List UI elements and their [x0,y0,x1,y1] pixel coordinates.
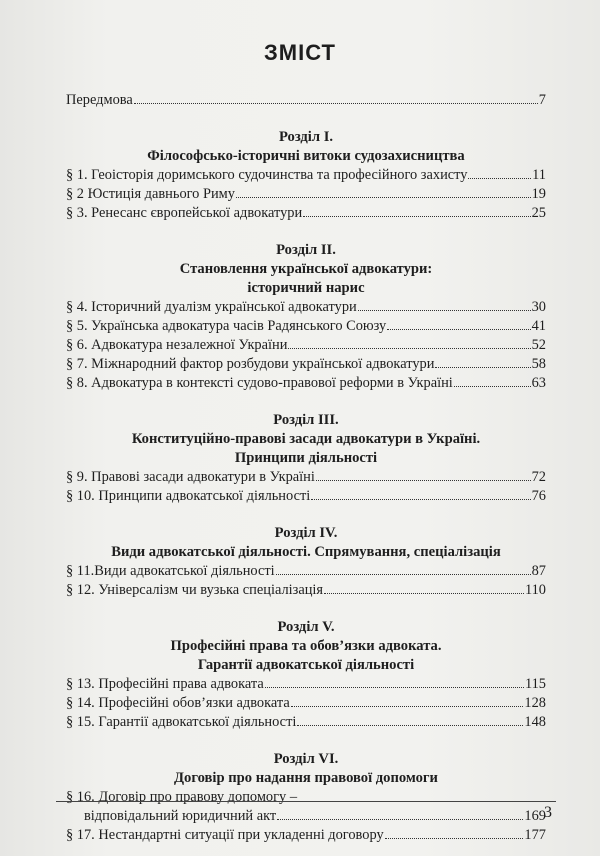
toc-entry-text: § 14. Професійні обов’язки адвоката [66,695,290,711]
section-title: Конституційно-правові засади адвокатури в Україні. [131,431,481,447]
dot-leader [311,495,530,500]
section-number: Розділ V. [277,619,335,635]
dot-leader [291,702,524,707]
toc-entry-text: § 16. Договір про правову допомогу – [66,789,298,805]
toc-entry-page: 110 [524,582,546,598]
section-number: Розділ ІV. [274,525,338,541]
toc-entry-page: 25 [531,205,546,221]
toc-entry-text: § 7. Міжнародний фактор розбудови української адвокатури [66,356,435,372]
dot-leader [236,193,531,198]
dot-leader [387,325,530,330]
page-number: 3 [544,804,552,821]
section-number: Розділ І. [278,129,334,145]
section-title: Професійні права та обов’язки адвоката. [170,638,442,654]
dot-leader [265,683,524,688]
toc-entry-text: § 17. Нестандартні ситуації при укладенні договору [66,827,384,843]
toc-entry [66,788,546,807]
toc-entry [66,826,546,845]
toc-entry [66,675,546,694]
section-title: Види адвокатської діяльності. Спрямування, спеціалізація [111,544,501,560]
section-gap [66,223,546,241]
toc-entry [66,468,546,487]
toc-entry-page: 41 [531,318,546,334]
section-title: Філософсько-історичні витоки судозахисництва [147,148,465,164]
toc-entry [66,374,546,393]
section-title: Договір про надання правової допомоги [174,770,438,786]
toc-entry-page: 76 [531,488,546,504]
toc-entry-text: § 8. Адвокатура в контексті судово-правової реформи в Україні [66,375,453,391]
toc-entry-text: § 1. Геоісторія доримського судочинства та професійного захисту [66,167,468,183]
toc-entry-text: § 2 Юстиція давнього Риму [66,186,235,202]
toc-entry-text: § 12. Універсалізм чи вузька спеціалізація [66,582,324,598]
section-number: Розділ VІ. [273,751,339,767]
section-gap [66,506,546,524]
toc-entry-text: § 6. Адвокатура незалежної України [66,337,288,353]
toc-entry-page: 177 [524,827,546,843]
dot-leader [277,815,523,820]
section-gap [66,600,546,618]
toc-entry [66,581,546,600]
dot-leader [454,382,531,387]
toc-entry-page: 128 [524,695,546,711]
page-title: ЗМІСТ [264,40,336,65]
toc-entry [66,487,546,506]
toc-entry [66,694,546,713]
toc-entry [66,355,546,374]
toc-entry [66,713,546,732]
toc-entry-page: 58 [531,356,546,372]
dot-leader [297,721,523,726]
toc-entry [66,562,546,581]
toc-entry [66,336,546,355]
toc-entry-text: відповідальний юридичний акт [84,808,277,824]
toc-entry-text: § 3. Ренесанс європейської адвокатури [66,205,303,221]
section-gap [66,110,546,128]
toc-entry-page: 87 [531,563,546,579]
toc-entry-page: 7 [538,92,546,108]
section-title: Гарантії адвокатської діяльності [197,657,415,673]
toc-entry-page: 19 [531,186,546,202]
footer-rule [56,801,556,802]
section-title: Принципи діяльності [234,450,378,466]
toc-entry [66,204,546,223]
toc-entry [66,166,546,185]
toc-entry-page: 63 [531,375,546,391]
toc-entry-text: § 5. Українська адвокатура часів Радянського Союзу [66,318,387,334]
section-number: Розділ ІІ. [276,242,336,258]
dot-leader [288,344,530,349]
toc-entry-text: Передмова [66,92,133,108]
section-gap [66,732,546,750]
toc-entry-text: § 11.Види адвокатської діяльності [66,563,275,579]
toc-entry-page: 72 [531,469,546,485]
toc-entry-page: 115 [524,676,546,692]
toc-entry [66,298,546,317]
section-title: історичний нарис [247,280,365,296]
toc-entry-text: § 13. Професійні права адвоката [66,676,264,692]
dot-leader [324,589,524,594]
toc-entry-continuation [66,807,546,826]
toc-entry-page: 11 [532,167,546,183]
dot-leader [303,212,530,217]
section-title: Становлення української адвокатури: [179,261,433,277]
dot-leader [276,570,531,575]
toc-entry [66,317,546,336]
toc-entry-page: 169 [524,808,546,824]
dot-leader [316,476,531,481]
dot-leader [134,99,538,104]
toc-entry-text: § 15. Гарантії адвокатської діяльності [66,714,297,730]
toc-entry-text: § 4. Історичний дуалізм української адвокатури [66,299,357,315]
dot-leader [358,306,531,311]
toc-entry-text: § 10. Принципи адвокатської діяльності [66,488,311,504]
table-of-contents [66,91,546,845]
dot-leader [385,834,524,839]
toc-entry-page: 52 [531,337,546,353]
section-number: Розділ ІІІ. [273,412,339,428]
toc-entry-preface [66,91,546,110]
toc-entry-page: 30 [531,299,546,315]
toc-entry [66,185,546,204]
toc-entry-text: § 9. Правові засади адвокатури в Україні [66,469,315,485]
toc-entry-page: 148 [524,714,546,730]
dot-leader [435,363,530,368]
dot-leader [468,174,531,179]
section-gap [66,393,546,411]
